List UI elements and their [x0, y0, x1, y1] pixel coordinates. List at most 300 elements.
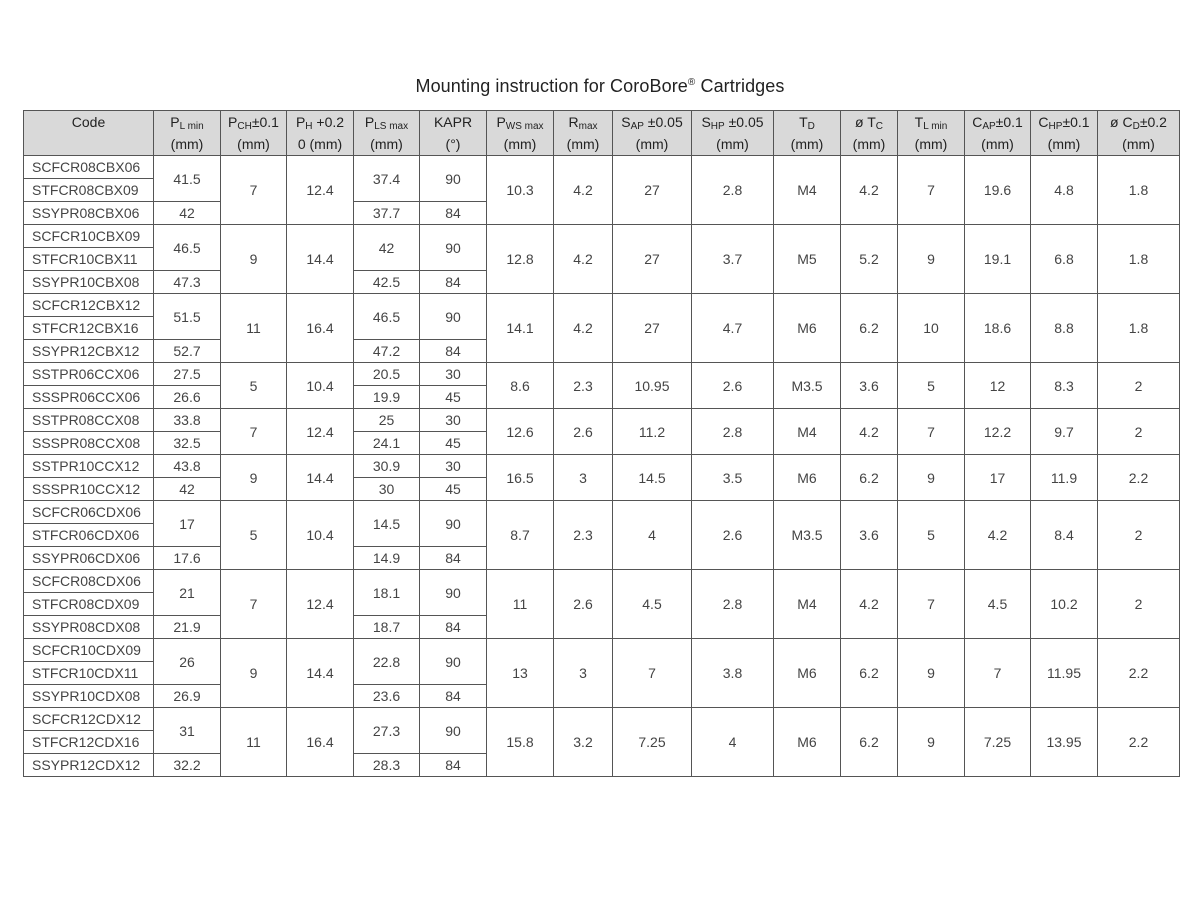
column-subscript: L min: [923, 121, 948, 132]
r-max-cell: 2.3: [554, 363, 613, 409]
c-hp-cell: 11.95: [1031, 639, 1098, 708]
column-unit: (mm): [503, 136, 537, 152]
column-symbol: P: [228, 114, 238, 130]
pls-max-cell: 27.3: [354, 708, 420, 754]
pls-max-cell: 37.4: [354, 156, 420, 202]
column-subscript: CH: [237, 121, 252, 132]
c-d-cell: 2: [1098, 570, 1180, 639]
pls-max-cell: 47.2: [354, 340, 420, 363]
column-unit: (mm): [566, 136, 600, 152]
kapr-cell: 45: [420, 478, 487, 501]
column-unit: (mm): [852, 136, 886, 152]
t-c-cell: 3.6: [841, 363, 898, 409]
pl-min-cell: 42: [154, 202, 221, 225]
t-d-cell: M4: [774, 570, 841, 639]
tl-min-cell: 7: [898, 156, 965, 225]
r-max-cell: 2.6: [554, 409, 613, 455]
column-symbol: T: [799, 114, 808, 130]
column-symbol: P: [295, 114, 306, 130]
c-ap-cell: 17: [965, 455, 1031, 501]
column-tolerance: ±0.1: [251, 114, 279, 130]
column-symbol: ø C: [1110, 114, 1133, 130]
c-d-cell: 2.2: [1098, 708, 1180, 777]
column-header: [774, 111, 841, 156]
pls-max-cell: 46.5: [354, 294, 420, 340]
column-symbol: KAPR: [433, 114, 473, 130]
pls-max-cell: 14.9: [354, 547, 420, 570]
table-row: [24, 455, 1180, 478]
c-hp-cell: 8.4: [1031, 501, 1098, 570]
kapr-cell: 30: [420, 455, 487, 478]
kapr-cell: 30: [420, 409, 487, 432]
pls-max-cell: 30.9: [354, 455, 420, 478]
s-hp-cell: 3.7: [692, 225, 774, 294]
pl-min-cell: 43.8: [154, 455, 221, 478]
pws-max-cell: 11: [487, 570, 554, 639]
pl-min-cell: 32.2: [154, 754, 221, 777]
t-c-cell: 5.2: [841, 225, 898, 294]
column-symbol: R: [568, 114, 579, 130]
column-header-name: [154, 111, 220, 133]
code-cell: SSYPR06CDX06: [24, 547, 154, 570]
column-header-name: [965, 111, 1030, 133]
t-d-cell: M4: [774, 156, 841, 225]
kapr-cell: 90: [420, 294, 487, 340]
pl-min-cell: 32.5: [154, 432, 221, 455]
s-ap-cell: 7.25: [613, 708, 692, 777]
c-hp-cell: 10.2: [1031, 570, 1098, 639]
s-ap-cell: 10.95: [613, 363, 692, 409]
table-row: [24, 570, 1180, 593]
table-row: [24, 363, 1180, 386]
column-unit: (mm): [370, 136, 403, 152]
pls-max-cell: 20.5: [354, 363, 420, 386]
r-max-cell: 4.2: [554, 294, 613, 363]
p-ch-cell: 9: [221, 225, 287, 294]
pws-max-cell: 12.6: [487, 409, 554, 455]
column-header: [692, 111, 774, 156]
pls-max-cell: 37.7: [354, 202, 420, 225]
s-hp-cell: 2.8: [692, 570, 774, 639]
pls-max-cell: 42.5: [354, 271, 420, 294]
pws-max-cell: 10.3: [487, 156, 554, 225]
pl-min-cell: 46.5: [154, 225, 221, 271]
pls-max-cell: 22.8: [354, 639, 420, 685]
c-d-cell: 1.8: [1098, 156, 1180, 225]
table-row: [24, 409, 1180, 432]
code-cell: STFCR12CDX16: [24, 731, 154, 754]
column-tolerance: ±0.1: [995, 114, 1023, 130]
t-c-cell: 6.2: [841, 455, 898, 501]
code-cell: SSYPR10CDX08: [24, 685, 154, 708]
kapr-cell: 84: [420, 754, 487, 777]
column-subscript: max: [578, 121, 598, 132]
column-subscript: L min: [179, 121, 204, 132]
kapr-cell: 84: [420, 616, 487, 639]
code-cell: SSTPR06CCX06: [24, 363, 154, 386]
tl-min-cell: 9: [898, 639, 965, 708]
c-ap-cell: 7.25: [965, 708, 1031, 777]
column-header: [613, 111, 692, 156]
column-header-name: [1031, 111, 1097, 133]
c-ap-cell: 18.6: [965, 294, 1031, 363]
column-unit: [24, 133, 153, 155]
r-max-cell: 4.2: [554, 225, 613, 294]
c-ap-cell: 19.6: [965, 156, 1031, 225]
pls-max-cell: 28.3: [354, 754, 420, 777]
kapr-cell: 84: [420, 202, 487, 225]
tl-min-cell: 7: [898, 409, 965, 455]
code-cell: SSYPR08CDX08: [24, 616, 154, 639]
t-c-cell: 3.6: [841, 501, 898, 570]
column-subscript: H: [305, 121, 313, 132]
s-hp-cell: 3.8: [692, 639, 774, 708]
p-ch-cell: 9: [221, 639, 287, 708]
pws-max-cell: 8.7: [487, 501, 554, 570]
kapr-cell: 90: [420, 639, 487, 685]
c-hp-cell: 4.8: [1031, 156, 1098, 225]
column-header: [24, 111, 154, 156]
s-hp-cell: 4: [692, 708, 774, 777]
mounting-spec-table: [23, 110, 1180, 777]
table-body: [24, 156, 1180, 777]
code-cell: SSSPR10CCX12: [24, 478, 154, 501]
c-d-cell: 2.2: [1098, 639, 1180, 708]
kapr-cell: 84: [420, 685, 487, 708]
kapr-cell: 84: [420, 340, 487, 363]
p-ch-cell: 7: [221, 409, 287, 455]
pl-min-cell: 31: [154, 708, 221, 754]
column-header: [420, 111, 487, 156]
r-max-cell: 3.2: [554, 708, 613, 777]
c-hp-cell: 8.3: [1031, 363, 1098, 409]
tl-min-cell: 5: [898, 363, 965, 409]
column-subscript: D: [807, 121, 815, 132]
c-ap-cell: 7: [965, 639, 1031, 708]
code-cell: SCFCR08CDX06: [24, 570, 154, 593]
c-ap-cell: 19.1: [965, 225, 1031, 294]
column-header-name: [24, 111, 153, 133]
registered-mark: ®: [687, 77, 696, 88]
pls-max-cell: 42: [354, 225, 420, 271]
s-ap-cell: 4.5: [613, 570, 692, 639]
column-header-name: [898, 111, 964, 133]
s-ap-cell: 11.2: [613, 409, 692, 455]
pws-max-cell: 15.8: [487, 708, 554, 777]
column-tolerance: ±0.2: [1139, 114, 1167, 130]
column-subscript: HP: [1048, 121, 1063, 132]
p-h-cell: 12.4: [287, 156, 354, 225]
p-ch-cell: 7: [221, 570, 287, 639]
t-c-cell: 6.2: [841, 708, 898, 777]
column-header-name: [287, 111, 353, 133]
column-header-name: [841, 111, 897, 133]
title-suffix: Cartridges: [695, 76, 785, 96]
p-ch-cell: 11: [221, 294, 287, 363]
tl-min-cell: 9: [898, 455, 965, 501]
code-cell: SCFCR10CBX09: [24, 225, 154, 248]
column-header: [154, 111, 221, 156]
column-symbol: P: [170, 114, 180, 130]
pl-min-cell: 41.5: [154, 156, 221, 202]
s-hp-cell: 3.5: [692, 455, 774, 501]
c-d-cell: 2: [1098, 501, 1180, 570]
t-c-cell: 4.2: [841, 409, 898, 455]
kapr-cell: 90: [420, 708, 487, 754]
c-ap-cell: 4.2: [965, 501, 1031, 570]
pls-max-cell: 23.6: [354, 685, 420, 708]
code-cell: SCFCR12CDX12: [24, 708, 154, 731]
c-d-cell: 1.8: [1098, 225, 1180, 294]
column-unit: (mm): [1122, 136, 1155, 152]
s-ap-cell: 14.5: [613, 455, 692, 501]
page-title: [0, 76, 1200, 97]
s-hp-cell: 2.6: [692, 363, 774, 409]
column-header: [1098, 111, 1180, 156]
kapr-cell: 84: [420, 547, 487, 570]
column-subscript: LS max: [374, 121, 409, 132]
column-symbol: C: [1038, 114, 1049, 130]
tl-min-cell: 7: [898, 570, 965, 639]
column-unit: 0 (mm): [297, 136, 343, 152]
c-hp-cell: 8.8: [1031, 294, 1098, 363]
pl-min-cell: 26.6: [154, 386, 221, 409]
code-cell: STFCR10CBX11: [24, 248, 154, 271]
r-max-cell: 2.3: [554, 501, 613, 570]
c-ap-cell: 4.5: [965, 570, 1031, 639]
s-ap-cell: 27: [613, 156, 692, 225]
column-tolerance: ±0.1: [1062, 114, 1090, 130]
pl-min-cell: 52.7: [154, 340, 221, 363]
tl-min-cell: 5: [898, 501, 965, 570]
kapr-cell: 90: [420, 570, 487, 616]
code-cell: SCFCR06CDX06: [24, 501, 154, 524]
t-d-cell: M6: [774, 639, 841, 708]
column-header-name: [354, 111, 419, 133]
c-d-cell: 2.2: [1098, 455, 1180, 501]
c-d-cell: 1.8: [1098, 294, 1180, 363]
code-cell: SSTPR08CCX08: [24, 409, 154, 432]
column-subscript: C: [875, 121, 883, 132]
column-header: [287, 111, 354, 156]
column-unit: (mm): [981, 136, 1014, 152]
c-d-cell: 2: [1098, 409, 1180, 455]
column-header-name: [692, 111, 773, 133]
column-unit: (mm): [635, 136, 669, 152]
p-h-cell: 10.4: [287, 501, 354, 570]
column-tolerance: ±0.05: [643, 114, 683, 130]
pls-max-cell: 18.1: [354, 570, 420, 616]
column-header-name: [774, 111, 840, 133]
p-h-cell: 16.4: [287, 294, 354, 363]
column-unit: (°): [445, 136, 461, 152]
pl-min-cell: 21.9: [154, 616, 221, 639]
code-cell: STFCR08CDX09: [24, 593, 154, 616]
code-cell: SSYPR10CBX08: [24, 271, 154, 294]
kapr-cell: 45: [420, 386, 487, 409]
header-row: [24, 111, 1180, 156]
code-cell: SCFCR08CBX06: [24, 156, 154, 179]
code-cell: STFCR12CBX16: [24, 317, 154, 340]
column-unit: (mm): [790, 136, 824, 152]
c-hp-cell: 11.9: [1031, 455, 1098, 501]
c-ap-cell: 12: [965, 363, 1031, 409]
pws-max-cell: 16.5: [487, 455, 554, 501]
code-cell: SSTPR10CCX12: [24, 455, 154, 478]
p-h-cell: 10.4: [287, 363, 354, 409]
column-subscript: WS max: [505, 121, 544, 132]
pls-max-cell: 25: [354, 409, 420, 432]
pls-max-cell: 24.1: [354, 432, 420, 455]
t-d-cell: M5: [774, 225, 841, 294]
pl-min-cell: 17: [154, 501, 221, 547]
table-row: [24, 501, 1180, 524]
pws-max-cell: 12.8: [487, 225, 554, 294]
column-header-name: [554, 111, 612, 133]
column-tolerance: +0.2: [312, 114, 345, 130]
column-unit: (mm): [237, 136, 270, 152]
column-unit: (mm): [170, 136, 204, 152]
c-ap-cell: 12.2: [965, 409, 1031, 455]
s-hp-cell: 2.6: [692, 501, 774, 570]
table-row: [24, 225, 1180, 248]
pl-min-cell: 33.8: [154, 409, 221, 432]
t-d-cell: M4: [774, 409, 841, 455]
p-ch-cell: 9: [221, 455, 287, 501]
column-symbol: S: [701, 114, 711, 130]
table-row: [24, 294, 1180, 317]
tl-min-cell: 9: [898, 225, 965, 294]
column-header-name: [613, 111, 691, 133]
kapr-cell: 45: [420, 432, 487, 455]
column-subscript: AP: [982, 121, 996, 132]
c-hp-cell: 9.7: [1031, 409, 1098, 455]
code-cell: STFCR08CBX09: [24, 179, 154, 202]
pws-max-cell: 13: [487, 639, 554, 708]
s-hp-cell: 2.8: [692, 156, 774, 225]
code-cell: SSYPR12CBX12: [24, 340, 154, 363]
pls-max-cell: 14.5: [354, 501, 420, 547]
kapr-cell: 84: [420, 271, 487, 294]
c-hp-cell: 13.95: [1031, 708, 1098, 777]
pl-min-cell: 27.5: [154, 363, 221, 386]
s-ap-cell: 27: [613, 294, 692, 363]
code-cell: STFCR06CDX06: [24, 524, 154, 547]
column-symbol: Code: [71, 114, 106, 130]
t-d-cell: M3.5: [774, 501, 841, 570]
column-tolerance: ±0.05: [724, 114, 764, 130]
pls-max-cell: 19.9: [354, 386, 420, 409]
t-d-cell: M6: [774, 294, 841, 363]
pl-min-cell: 42: [154, 478, 221, 501]
pl-min-cell: 17.6: [154, 547, 221, 570]
table-row: [24, 639, 1180, 662]
s-hp-cell: 2.8: [692, 409, 774, 455]
column-symbol: ø T: [855, 114, 876, 130]
column-symbol: T: [914, 114, 924, 130]
p-ch-cell: 5: [221, 501, 287, 570]
column-symbol: S: [621, 114, 631, 130]
column-header: [841, 111, 898, 156]
r-max-cell: 3: [554, 639, 613, 708]
column-header: [354, 111, 420, 156]
column-header: [965, 111, 1031, 156]
code-cell: SSSPR06CCX06: [24, 386, 154, 409]
s-hp-cell: 4.7: [692, 294, 774, 363]
column-header: [487, 111, 554, 156]
t-c-cell: 4.2: [841, 156, 898, 225]
p-h-cell: 16.4: [287, 708, 354, 777]
s-ap-cell: 27: [613, 225, 692, 294]
t-c-cell: 4.2: [841, 570, 898, 639]
t-c-cell: 6.2: [841, 639, 898, 708]
title-text: Mounting instruction for CoroBore: [415, 76, 688, 96]
column-subscript: AP: [630, 121, 644, 132]
pls-max-cell: 30: [354, 478, 420, 501]
r-max-cell: 3: [554, 455, 613, 501]
pws-max-cell: 14.1: [487, 294, 554, 363]
p-h-cell: 14.4: [287, 225, 354, 294]
s-ap-cell: 4: [613, 501, 692, 570]
pl-min-cell: 26.9: [154, 685, 221, 708]
column-header: [554, 111, 613, 156]
column-symbol: P: [364, 114, 375, 130]
pls-max-cell: 18.7: [354, 616, 420, 639]
column-header-name: [1098, 111, 1179, 133]
p-ch-cell: 5: [221, 363, 287, 409]
column-unit: (mm): [716, 136, 749, 152]
s-ap-cell: 7: [613, 639, 692, 708]
pws-max-cell: 8.6: [487, 363, 554, 409]
code-cell: SSYPR12CDX12: [24, 754, 154, 777]
column-header-name: [221, 111, 286, 133]
kapr-cell: 90: [420, 225, 487, 271]
pl-min-cell: 26: [154, 639, 221, 685]
pl-min-cell: 51.5: [154, 294, 221, 340]
kapr-cell: 90: [420, 156, 487, 202]
column-subscript: D: [1132, 121, 1140, 132]
column-unit: (mm): [1047, 136, 1081, 152]
kapr-cell: 30: [420, 363, 487, 386]
p-h-cell: 14.4: [287, 639, 354, 708]
t-c-cell: 6.2: [841, 294, 898, 363]
p-h-cell: 12.4: [287, 570, 354, 639]
column-subscript: HP: [710, 121, 725, 132]
kapr-cell: 90: [420, 501, 487, 547]
r-max-cell: 4.2: [554, 156, 613, 225]
column-header: [221, 111, 287, 156]
tl-min-cell: 10: [898, 294, 965, 363]
column-header-name: [487, 111, 553, 133]
t-d-cell: M6: [774, 708, 841, 777]
code-cell: STFCR10CDX11: [24, 662, 154, 685]
p-h-cell: 12.4: [287, 409, 354, 455]
p-ch-cell: 11: [221, 708, 287, 777]
code-cell: SCFCR12CBX12: [24, 294, 154, 317]
column-symbol: P: [496, 114, 506, 130]
table-row: [24, 156, 1180, 179]
tl-min-cell: 9: [898, 708, 965, 777]
code-cell: SSSPR08CCX08: [24, 432, 154, 455]
code-cell: SCFCR10CDX09: [24, 639, 154, 662]
p-h-cell: 14.4: [287, 455, 354, 501]
table-row: [24, 708, 1180, 731]
column-symbol: C: [972, 114, 983, 130]
column-header: [1031, 111, 1098, 156]
c-hp-cell: 6.8: [1031, 225, 1098, 294]
column-header: [898, 111, 965, 156]
t-d-cell: M6: [774, 455, 841, 501]
